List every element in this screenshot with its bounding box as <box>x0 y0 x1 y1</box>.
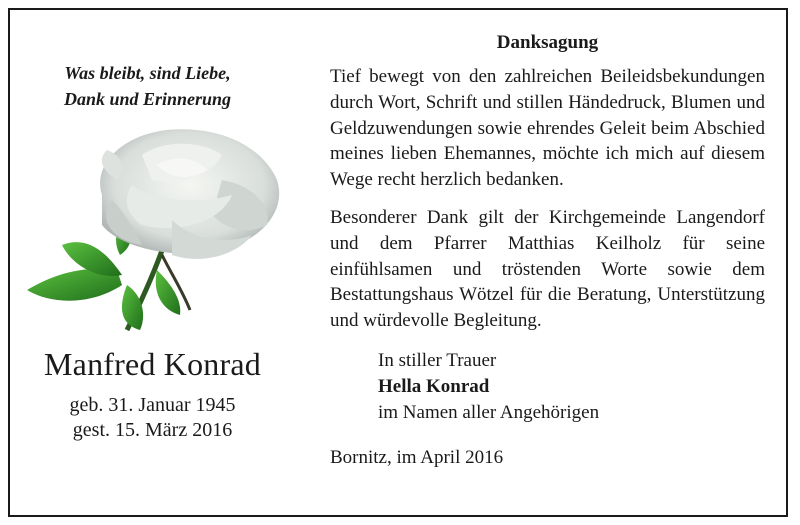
closing-line-1: In stiller Trauer <box>378 349 497 371</box>
death-date: gest. 15. März 2016 <box>72 419 233 441</box>
paragraph-1: Tief bewegt von den zahlreichen Beileidsbekundungen durch Wort, Schrift und stillen Händedruck, Blumen und Geldzuwendungen sowie ehrendes Geleit beim Abschied meines lieben Ehemannes, möchte ich mich auf diesem Wege recht herzlich bedanken. <box>330 66 765 191</box>
paragraph-2: Besonderer Dank gilt der Kirchgemeinde Langendorf und dem Pfarrer Matthias Keilholz für seine einfühlsamen und tröstenden Worte sowie dem Bestattungshaus Wötzel für die Beratung, Unterstützung und würdevolle Begleitung. <box>330 206 765 332</box>
life-dates <box>10 393 295 443</box>
motto-line-2: Dank und Erinnerung <box>63 89 232 109</box>
motto <box>10 60 285 112</box>
motto-line-1: Was bleibt, sind Liebe, <box>64 63 231 83</box>
heading: Danksagung <box>496 32 599 53</box>
place-date: Bornitz, im April 2016 <box>330 447 504 469</box>
white-rose-icon <box>22 125 297 335</box>
deceased-name: Manfred Konrad <box>44 346 261 382</box>
right-column <box>330 30 765 471</box>
closing-block <box>378 348 765 425</box>
left-column <box>10 60 285 112</box>
closing-name: Hella Konrad <box>378 375 490 397</box>
closing-line-3: im Namen aller Angehörigen <box>378 401 600 423</box>
birth-date: geb. 31. Januar 1945 <box>69 394 236 416</box>
